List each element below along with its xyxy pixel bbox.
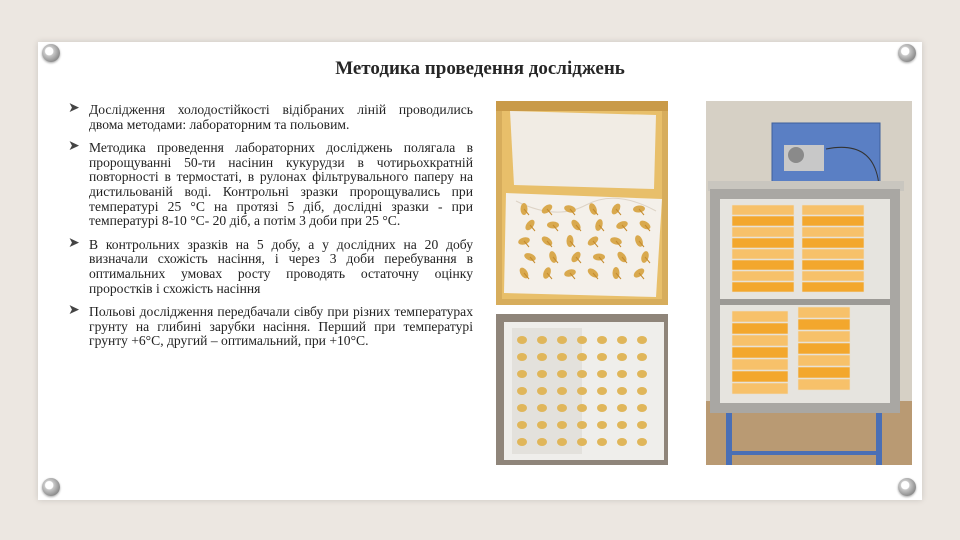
bullet-item — [68, 235, 473, 296]
slide-title: Методика проведення досліджень — [335, 58, 625, 79]
arrow-bullet-icon: ➤ — [68, 101, 80, 116]
arrow-bullet-icon: ➤ — [68, 235, 80, 251]
bullet-text: Методика проведення лабораторних досліджень полягала в пророщуванні 50-ти насінин кукурудзи в чотирьохкратній повторності в термостаті, в рулонах фільтрувального паперу на дистильованій воді. Контрольні зразки пророщувались при температурі 25 °С на протязі 5 діб, дослідні зразки - при температурі 8-10 °С- 20 діб, а потім 3 доби при 25 °С. — [89, 140, 473, 229]
bullet-item — [68, 103, 473, 132]
photo-seed-tray — [496, 101, 668, 305]
bullet-item — [68, 141, 473, 229]
photo-thermostat — [706, 101, 912, 465]
arrow-bullet-icon: ➤ — [68, 303, 80, 319]
photo-seed-grid — [496, 314, 668, 465]
bullet-item — [68, 305, 473, 349]
pin-icon — [898, 478, 916, 496]
bullet-text: В контрольних зразків на 5 добу, а у дослідних на 20 добу визначали схожість насіння, і через 3 доби перебування в оптимальних умовах росту проводять остаточну оцінку проростків і схожість насіння — [89, 236, 473, 296]
bullet-text: Польові дослідження передбачали сівбу при різних температурах грунту на глибині зарубки насіння. Перший при температурі грунту +6°С, другий – оптимальний, при +10°С. — [89, 304, 473, 349]
bullet-list — [68, 103, 473, 358]
bullet-text: Дослідження холодостійкості відібраних ліній проводились двома методами: лабораторним та польовим. — [89, 102, 473, 132]
pin-icon — [42, 478, 60, 496]
arrow-bullet-icon: ➤ — [68, 139, 80, 155]
